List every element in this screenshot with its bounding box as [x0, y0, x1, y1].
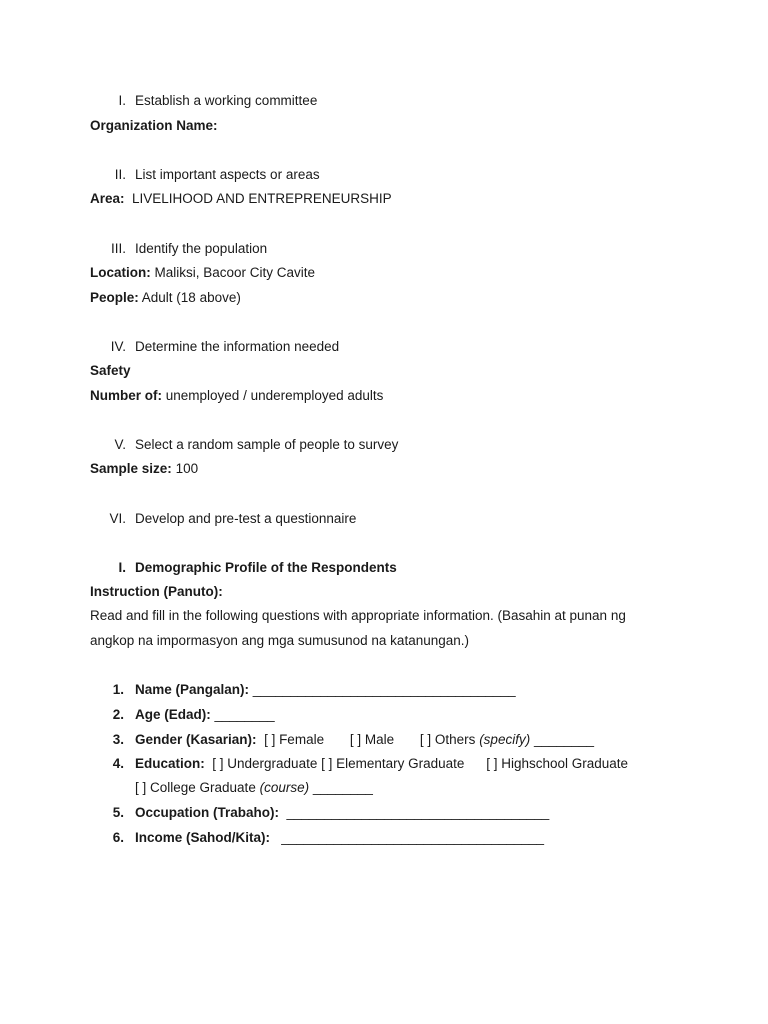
gender-option-male[interactable]: [ ] Male	[349, 732, 395, 747]
step-2-text: List important aspects or areas	[135, 167, 320, 182]
education-course-note: (course)	[259, 780, 310, 795]
people-value: Adult (18 above)	[141, 290, 241, 305]
step-1-text: Establish a working committee	[135, 93, 318, 108]
step-2-number: II.	[114, 167, 126, 182]
number-of-label: Number of:	[90, 388, 162, 403]
number-of-line	[90, 387, 383, 405]
step-5-number: V.	[114, 437, 126, 452]
occupation-blank[interactable]: ___________________________________	[286, 805, 550, 820]
question-education-line2	[135, 779, 373, 797]
area-value: LIVELIHOOD AND ENTREPRENEURSHIP	[132, 191, 392, 206]
education-option-elementary[interactable]: [ ] Elementary Graduate	[321, 756, 465, 771]
question-name	[135, 681, 516, 699]
gender-option-others[interactable]: [ ] Others	[419, 732, 476, 747]
area-label: Area:	[90, 191, 125, 206]
q1-number: 1.	[112, 682, 124, 697]
q3-number: 3.	[112, 732, 124, 747]
question-age	[135, 706, 275, 724]
gender-option-female[interactable]: [ ] Female	[264, 732, 325, 747]
organization-line	[90, 117, 218, 135]
safety-line	[90, 362, 131, 380]
age-blank[interactable]: ________	[214, 707, 275, 722]
occupation-label: Occupation (Trabaho):	[135, 805, 280, 820]
people-label: People:	[90, 290, 139, 305]
instruction-heading	[90, 583, 223, 601]
area-line	[90, 190, 392, 208]
question-education	[135, 755, 628, 773]
step-4-text: Determine the information needed	[135, 339, 340, 354]
instruction-text-2: angkop na impormasyon ang mga sumusunod na katanungan.)	[90, 633, 469, 648]
sample-size-label: Sample size:	[90, 461, 172, 476]
sample-size-value: 100	[175, 461, 199, 476]
question-income	[135, 829, 544, 847]
question-gender	[135, 731, 594, 749]
q4-number: 4.	[112, 756, 124, 771]
income-label: Income (Sahod/Kita):	[135, 830, 271, 845]
safety-label: Safety	[90, 363, 131, 378]
step-4-number: IV.	[110, 339, 126, 354]
step-6-number: VI.	[109, 511, 126, 526]
step-1-number: I.	[118, 93, 126, 108]
location-line	[90, 264, 315, 282]
education-option-highschool[interactable]: [ ] Highschool Graduate	[486, 756, 629, 771]
name-label: Name (Pangalan):	[135, 682, 250, 697]
step-6-text: Develop and pre-test a questionnaire	[135, 511, 357, 526]
number-of-value: unemployed / underemployed adults	[165, 388, 384, 403]
gender-label: Gender (Kasarian):	[135, 732, 257, 747]
education-option-undergraduate[interactable]: [ ] Undergraduate	[212, 756, 318, 771]
name-blank[interactable]: ___________________________________	[252, 682, 516, 697]
step-3-text: Identify the population	[135, 241, 268, 256]
location-value: Maliksi, Bacoor City Cavite	[154, 265, 316, 280]
organization-label: Organization Name:	[90, 118, 218, 133]
q2-number: 2.	[112, 707, 124, 722]
education-course-blank[interactable]: ________	[312, 780, 373, 795]
education-option-college[interactable]: [ ] College Graduate	[135, 780, 256, 795]
people-line	[90, 289, 241, 307]
section-title: Demographic Profile of the Respondents	[135, 560, 397, 575]
education-label: Education:	[135, 756, 205, 771]
instruction-label: Instruction (Panuto):	[90, 584, 223, 599]
step-3-number: III.	[110, 241, 126, 256]
instruction-text-1: Read and fill in the following questions with appropriate information. (Basahin at punan ng	[90, 608, 626, 623]
q6-number: 6.	[112, 830, 124, 845]
sample-size-line	[90, 460, 198, 478]
section-number: I.	[118, 560, 126, 575]
q5-number: 5.	[112, 805, 124, 820]
location-label: Location:	[90, 265, 151, 280]
question-occupation	[135, 804, 549, 822]
step-5-text: Select a random sample of people to survey	[135, 437, 399, 452]
gender-specify-blank[interactable]: ________	[533, 732, 595, 747]
age-label: Age (Edad):	[135, 707, 211, 722]
income-blank[interactable]: ___________________________________	[281, 830, 545, 845]
gender-specify-note: (specify)	[479, 732, 531, 747]
